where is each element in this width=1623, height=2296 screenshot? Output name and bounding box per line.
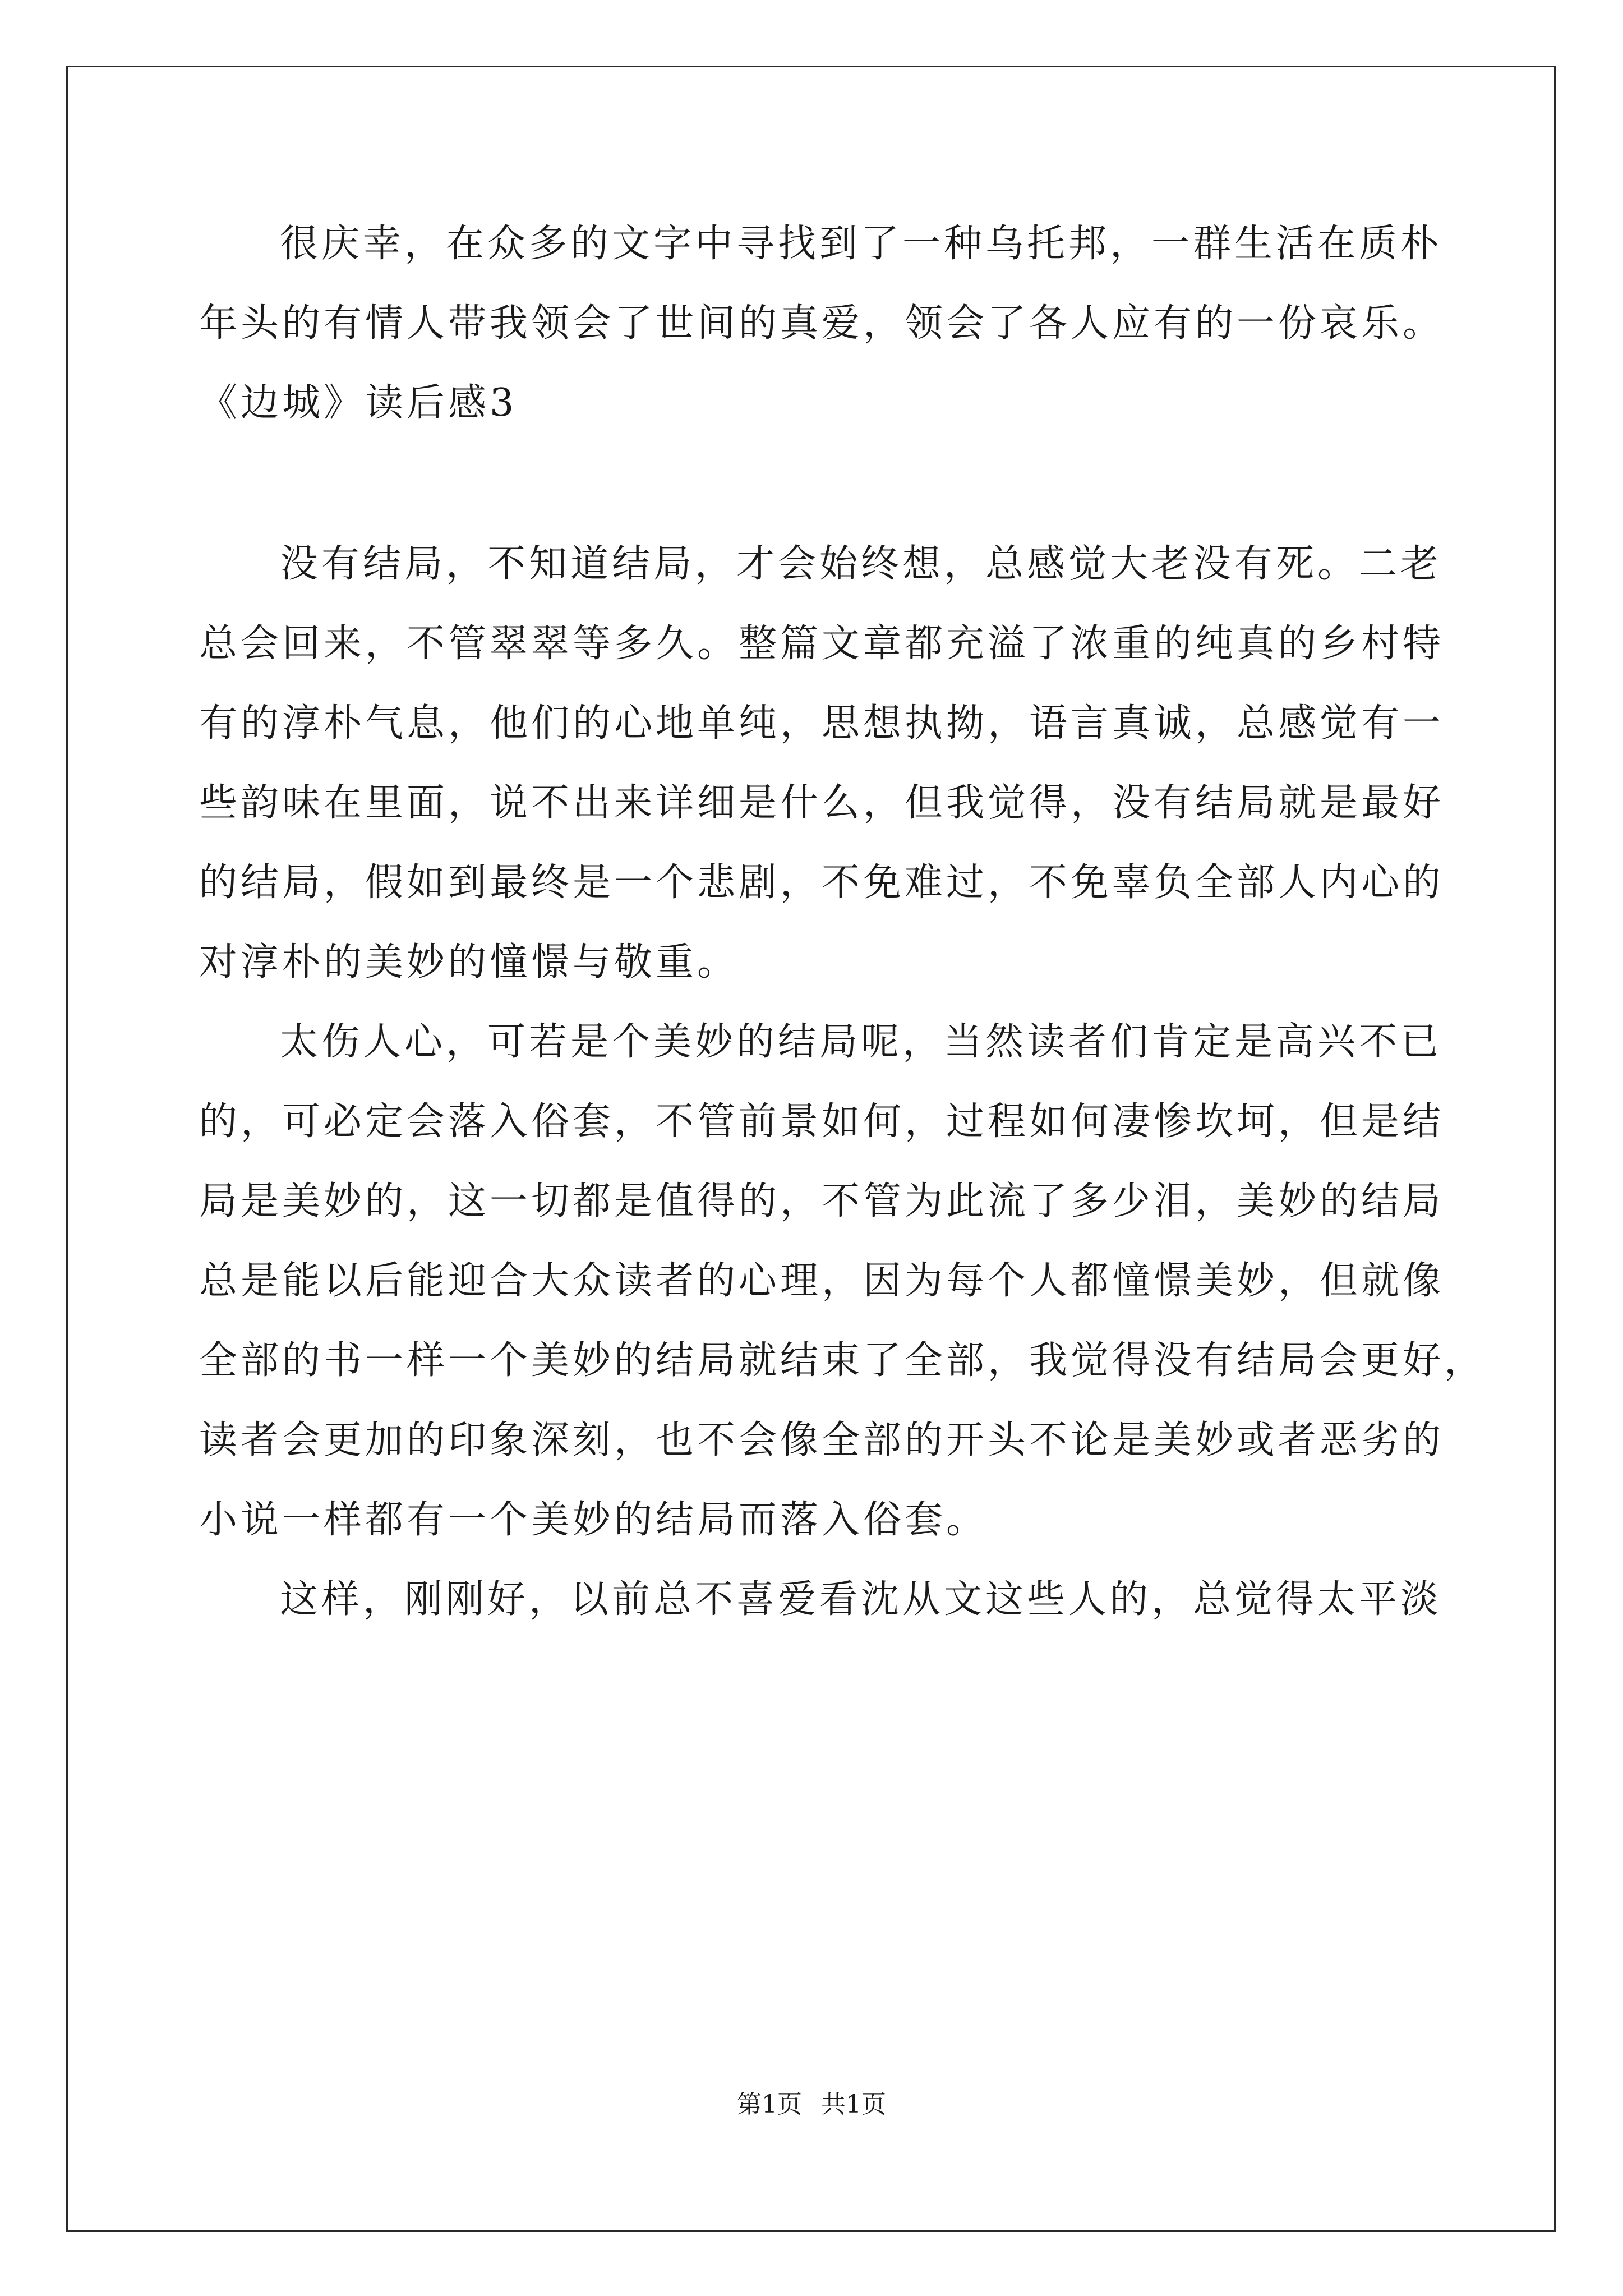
- page-total: 共1页: [821, 2090, 886, 2119]
- paragraph-line: 些韵味在里面，说不出来详细是什么，但我觉得，没有结局就是最好: [199, 781, 1445, 825]
- paragraph-line: 有的淳朴气息，他们的心地单纯，思想执拗，语言真诚，总感觉有一: [199, 701, 1445, 746]
- paragraph-line: 全部的书一样一个美妙的结局就结束了全部，我觉得没有结局会更好，: [199, 1338, 1486, 1383]
- paragraph-line: 太伤人心，可若是个美妙的结局呢，当然读者们肯定是高兴不已: [280, 1020, 1442, 1064]
- paragraph-line: 局是美妙的，这一切都是值得的，不管为此流了多少泪，美妙的结局: [199, 1179, 1445, 1223]
- paragraph-line: 这样，刚刚好，以前总不喜爱看沈从文这些人的，总觉得太平淡: [280, 1577, 1442, 1622]
- page-footer: [0, 2090, 1623, 2120]
- paragraph-line: 的，可必定会落入俗套，不管前景如何，过程如何凄惨坎坷，但是结: [199, 1099, 1445, 1144]
- paragraph-line: 没有结局，不知道结局，才会始终想，总感觉大老没有死。二老: [280, 542, 1442, 586]
- paragraph-line: 很庆幸，在众多的文字中寻找到了一种乌托邦，一群生活在质朴: [280, 222, 1442, 266]
- paragraph-line: 总会回来，不管翠翠等多久。整篇文章都充溢了浓重的纯真的乡村特: [199, 622, 1445, 666]
- paragraph-line: 对淳朴的美妙的憧憬与敬重。: [199, 940, 739, 984]
- paragraph-line: 的结局，假如到最终是一个悲剧，不免难过，不免辜负全部人内心的: [199, 861, 1445, 905]
- paragraph-line: 读者会更加的印象深刻，也不会像全部的开头不论是美妙或者恶劣的: [199, 1418, 1445, 1462]
- page-number: 第1页: [737, 2090, 802, 2119]
- paragraph-line: 总是能以后能迎合大众读者的心理，因为每个人都憧憬美妙，但就像: [199, 1259, 1445, 1303]
- section-heading: 《边城》读后感3: [199, 381, 518, 425]
- paragraph-line: 年头的有情人带我领会了世间的真爱，领会了各人应有的一份哀乐。: [199, 301, 1445, 346]
- paragraph-line: 小说一样都有一个美妙的结局而落入俗套。: [199, 1498, 988, 1542]
